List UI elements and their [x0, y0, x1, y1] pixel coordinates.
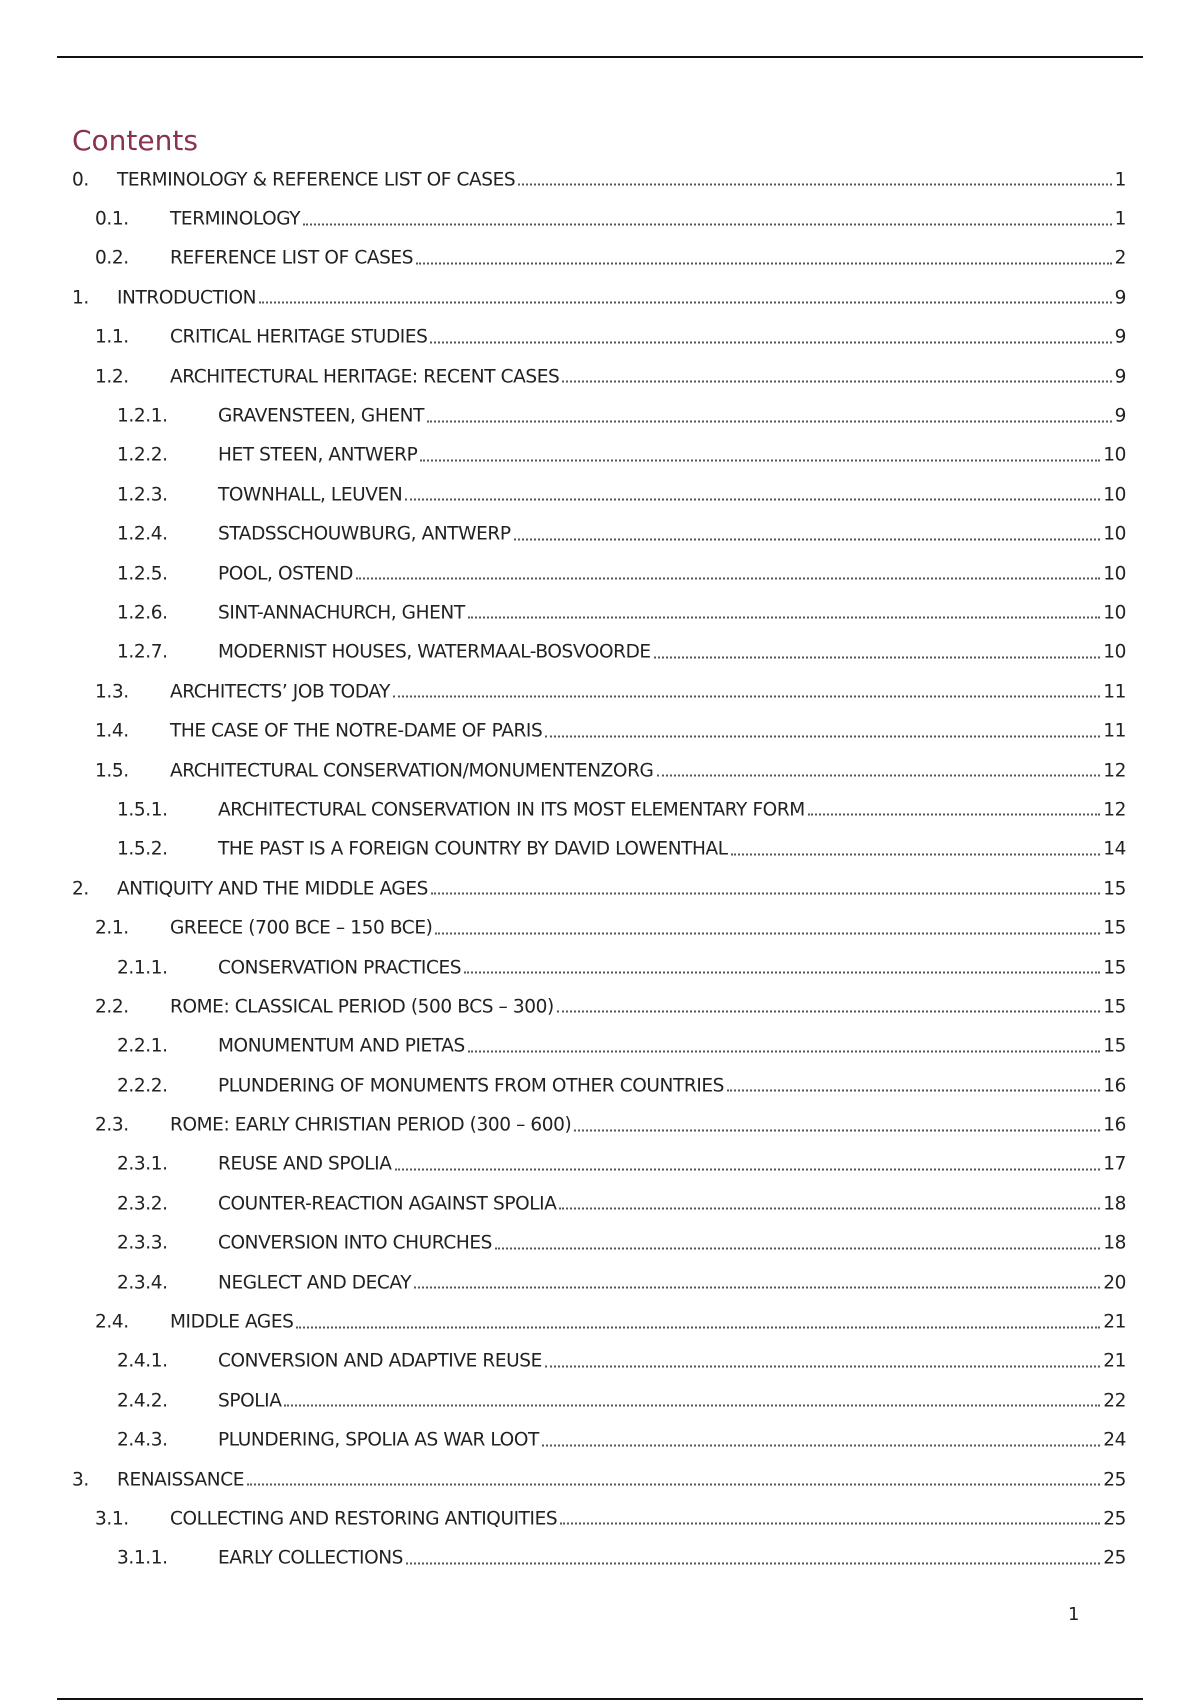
toc-entry-line	[170, 996, 1126, 1017]
toc-entry-number: 0.1.	[95, 208, 129, 230]
toc-entry-line	[170, 327, 1126, 348]
toc-entry-number: 2.3.4.	[117, 1272, 168, 1294]
toc-entry-number: 2.1.1.	[117, 957, 168, 978]
toc-entry-line	[218, 1075, 1126, 1096]
toc-entry-number: 1.5.	[95, 760, 129, 782]
dot-leader	[468, 1050, 1100, 1052]
toc-entry-number: 2.	[72, 878, 89, 900]
toc-entry-line	[117, 287, 1126, 308]
toc-entry-number: 1.2.2.	[117, 444, 168, 466]
toc-entry-line	[218, 445, 1126, 466]
toc-entry-number: 1.5.2.	[117, 838, 168, 860]
dot-leader	[247, 1484, 1100, 1486]
toc-entry-number: 2.4.	[95, 1311, 129, 1333]
dot-leader	[406, 1562, 1100, 1564]
toc-entry-title[interactable]: GRAVENSTEEN, GHENT	[218, 405, 424, 427]
toc-entry-line	[218, 642, 1126, 663]
toc-entry-line	[218, 1548, 1126, 1569]
toc-entry[interactable]	[72, 357, 1126, 396]
toc-entry-title[interactable]: ROME: EARLY CHRISTIAN PERIOD (300 – 600)	[170, 1114, 572, 1136]
dot-leader	[414, 1287, 1100, 1289]
toc-entry-line	[218, 1036, 1126, 1057]
toc-entry-page[interactable]: 24	[1103, 1429, 1126, 1451]
toc-entry[interactable]	[72, 751, 1126, 790]
page-number: 1	[1068, 1604, 1080, 1625]
toc-entry-title[interactable]: ARCHITECTURAL CONSERVATION/MONUMENTENZORG	[170, 760, 654, 782]
toc-entry-line	[218, 563, 1126, 584]
toc-entry-title[interactable]: GREECE (700 BCE – 150 BCE)	[170, 917, 433, 939]
toc-entry-title[interactable]: MONUMENTUM AND PIETAS	[218, 1035, 465, 1057]
toc-entry-page[interactable]: 12	[1103, 760, 1126, 782]
toc-entry-number: 1.3.	[95, 681, 129, 703]
toc-entry-title[interactable]: HET STEEN, ANTWERP	[218, 444, 418, 466]
toc-entry-page[interactable]: 11	[1103, 720, 1126, 742]
dot-leader	[808, 814, 1100, 816]
toc-entry-page[interactable]: 1	[1114, 208, 1126, 230]
dot-leader	[393, 696, 1100, 698]
toc-entry-title[interactable]: COUNTER-REACTION AGAINST SPOLIA	[218, 1193, 557, 1215]
toc-entry-page[interactable]: 1	[1114, 169, 1126, 191]
dot-leader	[562, 381, 1111, 383]
toc-entry-line	[218, 1390, 1126, 1411]
toc-entry-number: 1.2.	[95, 366, 129, 388]
toc-entry[interactable]	[72, 1184, 1126, 1223]
toc-entry-title[interactable]: NEGLECT AND DECAY	[218, 1272, 412, 1294]
toc-entry[interactable]	[72, 987, 1126, 1026]
toc-entry-page[interactable]: 11	[1103, 681, 1126, 703]
toc-entry-page[interactable]: 9	[1114, 326, 1126, 348]
toc-entry-page[interactable]: 25	[1103, 1508, 1126, 1530]
toc-entry-title[interactable]: PLUNDERING OF MONUMENTS FROM OTHER COUNTRIES	[218, 1075, 725, 1097]
toc-entry[interactable]	[72, 1460, 1126, 1499]
toc-entry-page[interactable]: 9	[1114, 287, 1126, 309]
toc-entry-title[interactable]: TERMINOLOGY	[170, 208, 301, 230]
page-title: Contents	[72, 124, 198, 157]
toc-entry-title[interactable]: REFERENCE LIST OF CASES	[170, 247, 414, 269]
toc-entry-page[interactable]: 18	[1103, 1193, 1126, 1215]
toc-entry[interactable]	[72, 948, 1126, 987]
toc-entry-page[interactable]: 16	[1103, 1075, 1126, 1097]
toc-entry[interactable]	[72, 1539, 1126, 1578]
toc-entry-page[interactable]: 15	[1103, 917, 1126, 939]
toc-entry-number: 1.5.1.	[117, 799, 168, 821]
toc-entry-page[interactable]: 21	[1103, 1350, 1126, 1372]
dot-leader	[468, 617, 1101, 619]
toc-entry-line	[218, 1193, 1126, 1214]
toc-entry-page[interactable]: 25	[1103, 1547, 1126, 1569]
toc-entry-title[interactable]: THE CASE OF THE NOTRE-DAME OF PARIS	[170, 720, 543, 742]
toc-entry-page[interactable]: 15	[1103, 957, 1126, 978]
toc-entry-title[interactable]: CONSERVATION PRACTICES	[218, 957, 462, 978]
dot-leader	[731, 853, 1101, 855]
toc-entry-number: 2.2.1.	[117, 1035, 168, 1057]
toc-entry-number: 1.	[72, 287, 89, 309]
dot-leader	[284, 1405, 1100, 1407]
toc-entry-page[interactable]: 21	[1103, 1311, 1126, 1333]
toc-entry-title[interactable]: MODERNIST HOUSES, WATERMAAL-BOSVOORDE	[218, 641, 651, 663]
toc-entry-page[interactable]: 15	[1103, 996, 1126, 1018]
header-rule	[57, 56, 1143, 58]
toc-entry-number: 1.2.1.	[117, 405, 168, 427]
toc-entry-page[interactable]: 10	[1103, 563, 1126, 585]
toc-entry-page[interactable]: 10	[1103, 641, 1126, 663]
toc-entry[interactable]	[72, 1421, 1126, 1460]
dot-leader	[559, 1208, 1100, 1210]
toc-entry-line	[218, 484, 1126, 505]
toc-entry-line	[218, 602, 1126, 623]
dot-leader	[545, 735, 1100, 737]
toc-entry-title[interactable]: SPOLIA	[218, 1390, 282, 1412]
dot-leader	[430, 341, 1111, 343]
toc-entry-page[interactable]: 10	[1103, 484, 1126, 506]
toc-entry-line	[218, 799, 1126, 820]
toc-entry-line	[218, 1233, 1126, 1254]
toc-entry-page[interactable]: 10	[1103, 444, 1126, 466]
toc-entry-number: 2.1.	[95, 917, 129, 939]
toc-entry-line	[170, 209, 1126, 230]
toc-entry-line	[218, 839, 1126, 860]
toc-entry-title[interactable]: THE PAST IS A FOREIGN COUNTRY BY DAVID LOWENTHAL	[218, 838, 728, 860]
toc-entry-page[interactable]: 22	[1103, 1390, 1126, 1412]
toc-entry-line	[117, 169, 1126, 190]
toc-entry[interactable]	[72, 475, 1126, 514]
dot-leader	[557, 1011, 1100, 1013]
toc-entry[interactable]	[72, 396, 1126, 435]
dot-leader	[495, 1247, 1100, 1249]
toc-entry[interactable]	[72, 160, 1126, 199]
toc-entry-title[interactable]: TERMINOLOGY & REFERENCE LIST OF CASES	[117, 169, 516, 191]
dot-leader	[296, 1326, 1100, 1328]
toc-entry-number: 1.2.5.	[117, 563, 168, 585]
dot-leader	[514, 538, 1101, 540]
toc-entry-line	[170, 918, 1126, 939]
toc-entry-number: 0.	[72, 169, 89, 191]
toc-entry-number: 1.4.	[95, 720, 129, 742]
toc-entry-title[interactable]: ARCHITECTURAL HERITAGE: RECENT CASES	[170, 366, 560, 388]
toc-entry-title[interactable]: CRITICAL HERITAGE STUDIES	[170, 326, 428, 348]
toc-entry[interactable]	[72, 908, 1126, 947]
toc-entry-line	[170, 721, 1126, 742]
toc-entry-number: 1.2.6.	[117, 602, 168, 624]
dot-leader	[420, 459, 1100, 461]
toc-entry[interactable]	[72, 1105, 1126, 1144]
toc-entry-page[interactable]: 9	[1114, 405, 1126, 427]
toc-entry[interactable]	[72, 1263, 1126, 1302]
toc-entry-title[interactable]: RENAISSANCE	[117, 1469, 245, 1491]
toc-entry-line	[170, 681, 1126, 702]
dot-leader	[356, 578, 1100, 580]
toc-entry[interactable]	[72, 711, 1126, 750]
toc-entry-number: 3.1.	[95, 1508, 129, 1530]
toc-entry-number: 1.1.	[95, 326, 129, 348]
dot-leader	[464, 972, 1100, 974]
toc-entry-line	[218, 406, 1126, 427]
toc-entry-title[interactable]: TOWNHALL, LEUVEN	[218, 484, 403, 506]
toc-entry-title[interactable]: CONVERSION AND ADAPTIVE REUSE	[218, 1350, 542, 1372]
toc-entry-title[interactable]: CONVERSION INTO CHURCHES	[218, 1232, 492, 1254]
toc-entry-line	[170, 248, 1126, 269]
dot-leader	[259, 302, 1112, 304]
toc-entry[interactable]	[72, 239, 1126, 278]
toc-entry-page[interactable]: 25	[1103, 1469, 1126, 1491]
toc-entry-title[interactable]: POOL, OSTEND	[218, 563, 353, 585]
toc-entry-title[interactable]: MIDDLE AGES	[170, 1311, 294, 1333]
toc-entry-number: 2.2.	[95, 996, 129, 1018]
toc-entry-number: 2.4.1.	[117, 1350, 168, 1372]
toc-entry-number: 2.3.	[95, 1114, 129, 1136]
toc-entry-number: 2.4.2.	[117, 1390, 168, 1412]
dot-leader	[405, 499, 1100, 501]
toc-entry-page[interactable]: 9	[1114, 366, 1126, 388]
toc-entry[interactable]	[72, 672, 1126, 711]
dot-leader	[435, 932, 1100, 934]
toc-entry-line	[170, 1115, 1126, 1136]
toc-entry-page[interactable]: 15	[1103, 878, 1126, 900]
toc-entry-page[interactable]: 10	[1103, 523, 1126, 545]
toc-entry-number: 1.2.7.	[117, 641, 168, 663]
toc-entry-number: 3.1.1.	[117, 1547, 168, 1569]
toc-entry-line	[170, 1508, 1126, 1529]
toc-entry-number: 1.2.3.	[117, 484, 168, 506]
dot-leader	[427, 420, 1112, 422]
toc-entry[interactable]	[72, 1027, 1126, 1066]
toc-entry-number: 1.2.4.	[117, 523, 168, 545]
toc-entry-title[interactable]: REUSE AND SPOLIA	[218, 1153, 392, 1175]
toc-entry-page[interactable]: 2	[1114, 247, 1126, 269]
toc-entry-line	[218, 524, 1126, 545]
toc-entry[interactable]	[72, 790, 1126, 829]
toc-entry-title[interactable]: ARCHITECTS’ JOB TODAY	[170, 681, 391, 703]
toc-entry[interactable]	[72, 593, 1126, 632]
toc-entry-title[interactable]: PLUNDERING, SPOLIA AS WAR LOOT	[218, 1429, 539, 1451]
toc-entry-line	[170, 1312, 1126, 1333]
toc-entry-number: 2.4.3.	[117, 1429, 168, 1451]
toc-entry[interactable]	[72, 830, 1126, 869]
toc-entry[interactable]	[72, 1342, 1126, 1381]
toc-entry-number: 2.3.1.	[117, 1153, 168, 1175]
toc-entry[interactable]	[72, 199, 1126, 238]
toc-entry[interactable]	[72, 515, 1126, 554]
dot-leader	[654, 656, 1101, 658]
dot-leader	[416, 262, 1112, 264]
toc-entry-number: 2.3.3.	[117, 1232, 168, 1254]
dot-leader	[560, 1523, 1100, 1525]
toc-entry-line	[218, 957, 1126, 978]
toc-entry-page[interactable]: 16	[1103, 1114, 1126, 1136]
toc-entry[interactable]	[72, 1381, 1126, 1420]
toc-entry[interactable]	[72, 554, 1126, 593]
toc-entry-title[interactable]: INTRODUCTION	[117, 287, 257, 309]
toc-entry-title[interactable]: ROME: CLASSICAL PERIOD (500 BCS – 300)	[170, 996, 554, 1018]
toc-entry[interactable]	[72, 869, 1126, 908]
toc-entry-title[interactable]: ARCHITECTURAL CONSERVATION IN ITS MOST ELEMENTARY FORM	[218, 799, 805, 821]
dot-leader	[574, 1129, 1100, 1131]
dot-leader	[431, 893, 1100, 895]
toc-entry-page[interactable]: 17	[1103, 1153, 1126, 1175]
toc-entry-line	[218, 1272, 1126, 1293]
toc-entry[interactable]	[72, 278, 1126, 317]
toc-entry-line	[117, 1469, 1126, 1490]
toc-entry-title[interactable]: ANTIQUITY AND THE MIDDLE AGES	[117, 878, 428, 900]
toc-entry[interactable]	[72, 633, 1126, 672]
toc-entry-number: 2.3.2.	[117, 1193, 168, 1215]
toc-entry-line	[218, 1154, 1126, 1175]
toc-entry-page[interactable]: 18	[1103, 1232, 1126, 1254]
toc-entry[interactable]	[72, 1499, 1126, 1538]
toc-entry-title[interactable]: EARLY COLLECTIONS	[218, 1547, 404, 1569]
dot-leader	[727, 1090, 1100, 1092]
toc-entry[interactable]	[72, 436, 1126, 475]
toc-entry[interactable]	[72, 1224, 1126, 1263]
toc-entry-line	[218, 1430, 1126, 1451]
toc-entry[interactable]	[72, 1302, 1126, 1341]
toc-entry-line	[218, 1351, 1126, 1372]
toc-entry[interactable]	[72, 318, 1126, 357]
toc-entry-number: 2.2.2.	[117, 1075, 168, 1097]
dot-leader	[303, 223, 1111, 225]
table-of-contents	[72, 160, 1126, 1578]
dot-leader	[395, 1168, 1101, 1170]
toc-entry-line	[170, 366, 1126, 387]
toc-entry[interactable]	[72, 1145, 1126, 1184]
toc-entry-title[interactable]: SINT-ANNACHURCH, GHENT	[218, 602, 465, 624]
toc-entry-number: 0.2.	[95, 247, 129, 269]
toc-entry[interactable]	[72, 1066, 1126, 1105]
dot-leader	[545, 1365, 1100, 1367]
toc-entry-page[interactable]: 12	[1103, 799, 1126, 821]
toc-entry-title[interactable]: COLLECTING AND RESTORING ANTIQUITIES	[170, 1508, 558, 1530]
toc-entry-line	[117, 878, 1126, 899]
toc-entry-page[interactable]: 15	[1103, 1035, 1126, 1057]
toc-entry-page[interactable]: 20	[1103, 1272, 1126, 1294]
toc-entry-page[interactable]: 14	[1103, 838, 1126, 860]
toc-entry-line	[170, 760, 1126, 781]
dot-leader	[657, 775, 1101, 777]
toc-entry-page[interactable]: 10	[1103, 602, 1126, 624]
dot-leader	[542, 1444, 1100, 1446]
toc-entry-number: 3.	[72, 1469, 89, 1491]
toc-entry-title[interactable]: STADSSCHOUWBURG, ANTWERP	[218, 523, 511, 545]
dot-leader	[518, 184, 1111, 186]
